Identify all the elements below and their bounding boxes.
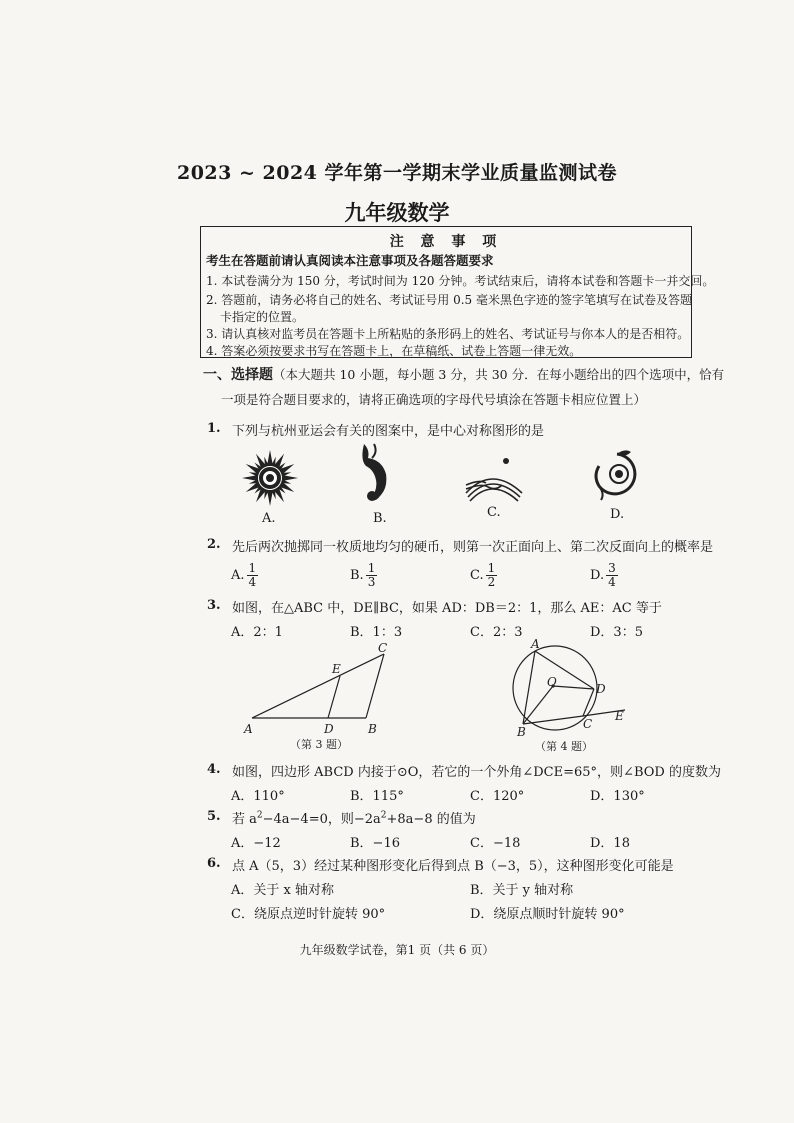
q1-option-a[interactable]: A. <box>262 511 276 526</box>
q3-option-c[interactable]: C．2：3 <box>470 625 523 640</box>
fraction: $\frac{1}{4}$ <box>248 561 257 589</box>
q6-option-d[interactable]: D．绕原点顺时针旋转 90° <box>470 907 625 922</box>
q5-option-c[interactable]: C．−18 <box>470 836 521 851</box>
point-d-label: D <box>324 722 334 736</box>
fish-tail-icon <box>356 440 400 506</box>
notice-item: 4. 答案必须按要求书写在答题卡上，在草稿纸、试卷上答题一律无效。 <box>206 344 582 358</box>
question-number: 4. <box>207 762 221 777</box>
point-d-label: D <box>596 682 606 696</box>
notice-item: 2. 答题前，请务必将自己的姓名、考试证号用 0.5 毫米黑色字迹的签字笔填写在试卷及答题 <box>206 293 692 307</box>
option-label: D. <box>590 568 605 583</box>
notice-heading: 注 意 事 项 <box>389 234 503 250</box>
question-text: 如图，在△ABC 中，DE∥BC，如果 AD：DB＝2：1，那么 AE：AC 等于 <box>232 601 662 616</box>
page-footer: 九年级数学试卷，第1 页（共 6 页） <box>299 943 495 957</box>
q2-option-b[interactable] <box>350 562 377 589</box>
question-number: 1. <box>207 421 221 436</box>
notice-item: 卡指定的位置。 <box>220 310 305 324</box>
question-number: 5. <box>207 809 221 824</box>
point-b-label: B <box>368 722 377 736</box>
question-text: 先后两次抛掷同一枚质地均匀的硬币，则第一次正面向上、第二次反面向上的概率是 <box>232 540 714 555</box>
point-a-label: A <box>244 722 253 736</box>
q4-option-c[interactable]: C．120° <box>470 789 525 804</box>
point-c-label: C <box>378 641 388 655</box>
point-b-label: B <box>517 725 526 739</box>
question-number: 3. <box>207 598 221 613</box>
point-e-label: E <box>615 709 624 723</box>
q6-option-b[interactable]: B．关于 y 轴对称 <box>470 883 574 898</box>
notice-box <box>200 226 715 358</box>
question-text: 如图，四边形 ABCD 内接于⊙O，若它的一个外角∠DCE=65°，则∠BOD 的度数为 <box>232 765 721 780</box>
option-label: A. <box>231 568 245 583</box>
q1-option-c[interactable]: C. <box>487 505 501 520</box>
q2-option-c[interactable] <box>470 562 497 589</box>
q4-option-d[interactable]: D．130° <box>590 789 645 804</box>
section-title: 一、选择题 <box>203 367 273 383</box>
question-text: 下列与杭州亚运会有关的图案中，是中心对称图形的是 <box>232 424 545 439</box>
sun-emblem-icon <box>238 446 302 510</box>
section-desc-line2: 一项是符合题目要求的，请将正确选项的字母代号填涂在答题卡相应位置上） <box>221 392 647 407</box>
point-e-label: E <box>332 662 341 676</box>
question-number: 2. <box>207 537 221 552</box>
q2-option-d[interactable] <box>590 562 618 589</box>
section-desc: （本大题共 10 小题，每小题 3 分，共 30 分．在每小题给出的四个选项中，恰有 <box>273 367 725 382</box>
q3-option-d[interactable]: D．3：5 <box>590 625 643 640</box>
q5-option-a[interactable]: A．−12 <box>231 836 281 851</box>
question-text: 点 A（5，3）经过某种图形变化后得到点 B（−3，5），这种图形变化可能是 <box>232 859 674 874</box>
q3-option-a[interactable]: A．2：1 <box>231 625 283 640</box>
figure-3 <box>236 640 406 754</box>
notice-requirement: 考生在答题前请认真阅读本注意事项及各题答题要求 <box>206 253 494 268</box>
q1-option-d[interactable]: D. <box>610 507 625 522</box>
exam-title: 2023 ~ 2024 学年第一学期末学业质量监测试卷 <box>176 162 618 184</box>
figure-caption: （第 3 题） <box>290 738 348 751</box>
figure-caption: （第 4 题） <box>535 740 593 753</box>
fraction: $\frac{1}{2}$ <box>487 561 496 589</box>
exam-subtitle: 九年级数学 <box>344 200 450 225</box>
dragon-circle-icon <box>587 446 647 504</box>
q6-option-c[interactable]: C．绕原点逆时针旋转 90° <box>231 907 386 922</box>
point-a-label: A <box>531 637 540 651</box>
q2-option-a[interactable] <box>231 562 258 589</box>
notice-item: 3. 请认真核对监考员在答题卡上所粘贴的条形码上的姓名、考试证号与你本人的是否相符。 <box>206 327 690 341</box>
point-o-label: O <box>547 675 557 689</box>
fraction: $\frac{1}{3}$ <box>367 561 376 589</box>
option-label: C. <box>470 568 484 583</box>
q5-option-d[interactable]: D．18 <box>590 836 630 851</box>
q4-option-b[interactable]: B．115° <box>350 789 404 804</box>
question-text: 若 $a^2-4a-4=0$，则$-2a^2+8a-8$ 的值为 <box>232 810 476 827</box>
point-c-label: C <box>583 717 593 731</box>
q1-option-b[interactable]: B. <box>373 511 387 526</box>
q4-option-a[interactable]: A．110° <box>231 789 285 804</box>
figure-4 <box>505 636 645 754</box>
fraction: $\frac{3}{4}$ <box>608 561 616 589</box>
q5-option-b[interactable]: B．−16 <box>350 836 400 851</box>
wave-bridge-icon <box>462 455 526 503</box>
option-label: B. <box>350 568 364 583</box>
notice-item: 1. 本试卷满分为 150 分，考试时间为 120 分钟。考试结束后，请将本试卷和答题卡一并交回。 <box>206 274 715 288</box>
q6-option-a[interactable]: A．关于 x 轴对称 <box>231 883 334 898</box>
section-header <box>203 364 724 384</box>
question-number: 6. <box>207 856 221 871</box>
q3-option-b[interactable]: B．1：3 <box>350 625 403 640</box>
